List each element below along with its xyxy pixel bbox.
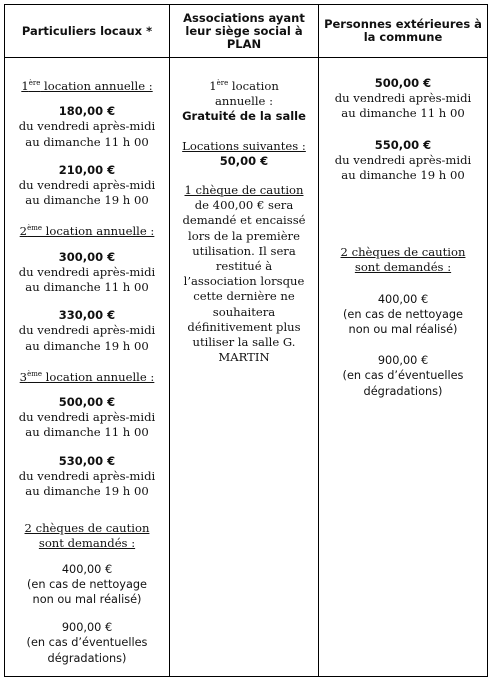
third-rental-heading: 3ème location annuelle :	[19, 369, 155, 384]
period-text: au dimanche 11 h 00	[25, 425, 149, 440]
deposit-reason: dégradations)	[363, 384, 443, 398]
period-text: au dimanche 11 h 00	[25, 134, 149, 149]
period-text: du vendredi après-midi	[18, 323, 156, 338]
cell-external-persons	[319, 58, 488, 677]
deposit-amount: 900,00 €	[377, 354, 429, 368]
content-row	[5, 58, 488, 677]
period-text: au dimanche 11 h 00	[341, 106, 465, 121]
deposit-text: lors de la première	[188, 228, 300, 243]
deposit-text: définitivement plus	[187, 319, 301, 334]
cell-local-individuals	[5, 58, 170, 677]
deposit-reason: (en cas de nettoyage	[342, 307, 464, 321]
deposit-text: utilisation. Il sera	[192, 243, 296, 258]
price: 300,00 €	[58, 249, 116, 264]
header-associations: Associations ayant leur siège social à PLAN	[170, 5, 319, 58]
period-text: au dimanche 19 h 00	[341, 168, 465, 183]
deposit-heading: sont demandés :	[38, 536, 136, 551]
first-rental-heading: 1ère location	[209, 79, 279, 93]
period-text: du vendredi après-midi	[334, 91, 472, 106]
cell-associations	[170, 58, 319, 677]
period-text: du vendredi après-midi	[334, 152, 472, 167]
deposit-reason: (en cas de nettoyage	[26, 577, 148, 591]
deposit-text: cette dernière ne	[193, 289, 295, 304]
deposit-text: de 400,00 € sera	[194, 198, 294, 213]
free-room: Gratuité de la salle	[182, 109, 306, 124]
period-text: du vendredi après-midi	[18, 119, 156, 134]
deposit-reason: (en cas d’éventuelles	[26, 636, 148, 650]
period-text: du vendredi après-midi	[18, 410, 156, 425]
first-rental-heading: 1ère location annuelle :	[21, 79, 153, 93]
period-text: du vendredi après-midi	[18, 264, 156, 279]
deposit-heading: 2 chèques de caution	[24, 521, 150, 536]
price: 530,00 €	[58, 453, 116, 468]
period-text: au dimanche 19 h 00	[25, 484, 149, 499]
deposit-text: souhaitera	[212, 304, 276, 319]
header-row	[5, 5, 488, 58]
deposit-text: demandé et encaissé	[182, 213, 306, 228]
deposit-amount: 400,00 €	[61, 562, 113, 576]
period-text: au dimanche 19 h 00	[25, 338, 149, 353]
following-rentals: Locations suivantes :	[182, 138, 306, 153]
deposit-reason: non ou mal réalisé)	[32, 593, 142, 607]
price: 330,00 €	[58, 308, 116, 323]
deposit-text: MARTIN	[218, 350, 270, 365]
price: 180,00 €	[58, 104, 116, 119]
deposit-amount: 400,00 €	[377, 292, 429, 306]
price: 550,00 €	[374, 137, 432, 152]
deposit-text: utiliser la salle G.	[192, 335, 296, 350]
first-rental-heading-cont: annuelle :	[214, 94, 274, 109]
period-text: du vendredi après-midi	[18, 178, 156, 193]
price: 500,00 €	[58, 395, 116, 410]
rates-table	[4, 4, 488, 677]
deposit-text: restitué à	[215, 259, 273, 274]
deposit-amount: 900,00 €	[61, 621, 113, 635]
price: 500,00 €	[374, 76, 432, 90]
header-external-persons: Personnes extérieures à la commune	[319, 5, 488, 58]
period-text: du vendredi après-midi	[18, 468, 156, 483]
period-text: au dimanche 11 h 00	[25, 280, 149, 295]
deposit-reason: non ou mal réalisé)	[348, 323, 458, 337]
second-rental-heading: 2ème location annuelle :	[19, 224, 155, 239]
price: 50,00 €	[219, 153, 269, 168]
deposit-reason: dégradations)	[47, 651, 127, 665]
deposit-text: 1 chèque de caution	[184, 183, 304, 198]
deposit-reason: (en cas d’éventuelles	[342, 369, 464, 383]
price: 210,00 €	[58, 162, 116, 177]
period-text: au dimanche 19 h 00	[25, 193, 149, 208]
deposit-heading: sont demandés :	[354, 260, 452, 275]
header-local-individuals: Particuliers locaux *	[5, 5, 170, 58]
deposit-heading: 2 chèques de caution	[340, 245, 466, 260]
deposit-text: l’association lorsque	[183, 274, 305, 289]
